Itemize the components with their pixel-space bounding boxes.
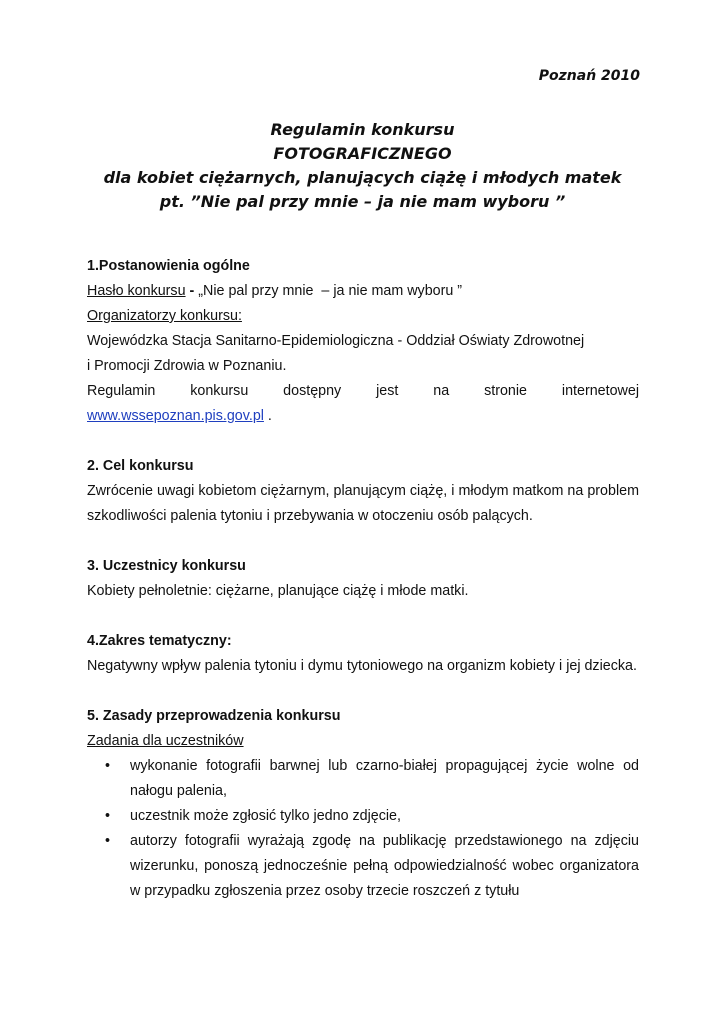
- rules-link-end: .: [263, 408, 272, 424]
- bullet-icon: •: [105, 758, 111, 774]
- rules-text: Regulamin konkursu dostępny jest na stronie internetowej: [87, 383, 639, 399]
- list-item-text: autorzy fotografii wyrażają zgodę na publikację przedstawionego na zdjęciu wizerunku, ponoszą jednocześnie pełną odpowiedzialność wobec organizatora w przypadku zgłoszenia przez osoby trzecie roszczeń z tytułu: [130, 833, 639, 899]
- section-heading: 3. Uczestnicy konkursu: [87, 558, 246, 574]
- section-text: Kobiety pełnoletnie: ciężarne, planujące ciążę i młode matki.: [87, 583, 469, 599]
- section-heading: 2. Cel konkursu: [87, 458, 194, 474]
- list-item: [87, 754, 639, 804]
- tasks-label: Zadania dla uczestników: [87, 733, 244, 749]
- rules-link-line: [87, 404, 639, 429]
- section-heading: 5. Zasady przeprowadzenia konkursu: [87, 708, 341, 724]
- document-title: [60, 118, 665, 214]
- title-line-1: Regulamin konkursu: [270, 120, 455, 139]
- rules-link[interactable]: www.wssepoznan.pis.gov.pl: [87, 408, 264, 424]
- slogan-text: „Nie pal przy mnie – ja nie mam wyboru ”: [198, 283, 463, 299]
- section-contest-goal: [87, 454, 639, 529]
- slogan-separator: -: [185, 283, 199, 299]
- list-item: [87, 804, 639, 829]
- place-date: Poznań 2010: [538, 68, 640, 84]
- section-text: Negatywny wpływ palenia tytoniu i dymu tytoniowego na organizm kobiety i jej dziecka.: [87, 658, 637, 674]
- list-item-text: uczestnik może zgłosić tylko jedno zdjęcie,: [130, 808, 401, 824]
- title-line-2: FOTOGRAFICZNEGO: [273, 144, 452, 163]
- bullet-icon: •: [105, 808, 111, 824]
- title-line-4: pt. ”Nie pal przy mnie – ja nie mam wyboru ”: [159, 192, 566, 211]
- organizers-label: Organizatorzy konkursu:: [87, 308, 242, 324]
- section-participants: [87, 554, 639, 604]
- section-thematic-scope: [87, 629, 639, 679]
- organizers-line-2: i Promocji Zdrowia w Poznaniu.: [87, 358, 287, 374]
- tasks-list: [87, 754, 639, 904]
- section-text: Zwrócenie uwagi kobietom ciężarnym, planującym ciążę, i młodym matkom na problem szkodliwości palenia tytoniu i przebywania w otoczeniu osób palących.: [87, 483, 639, 524]
- list-item: [87, 829, 639, 904]
- slogan-label: Hasło konkursu: [87, 283, 186, 299]
- section-heading: 1.Postanowienia ogólne: [87, 258, 250, 274]
- section-contest-rules: [87, 704, 639, 904]
- bullet-icon: •: [105, 833, 111, 849]
- list-item-text: wykonanie fotografii barwnej lub czarno-białej propagującej życie wolne od nałogu palenia,: [130, 758, 639, 799]
- slogan-line: [87, 279, 639, 304]
- section-heading: 4.Zakres tematyczny:: [87, 633, 232, 649]
- organizers-line-1: Wojewódzka Stacja Sanitarno-Epidemiologiczna - Oddział Oświaty Zdrowotnej: [87, 333, 585, 349]
- section-general-provisions: [87, 254, 639, 429]
- title-line-3: dla kobiet ciężarnych, planujących ciążę i młodych matek: [103, 168, 622, 187]
- document-body: [87, 254, 639, 929]
